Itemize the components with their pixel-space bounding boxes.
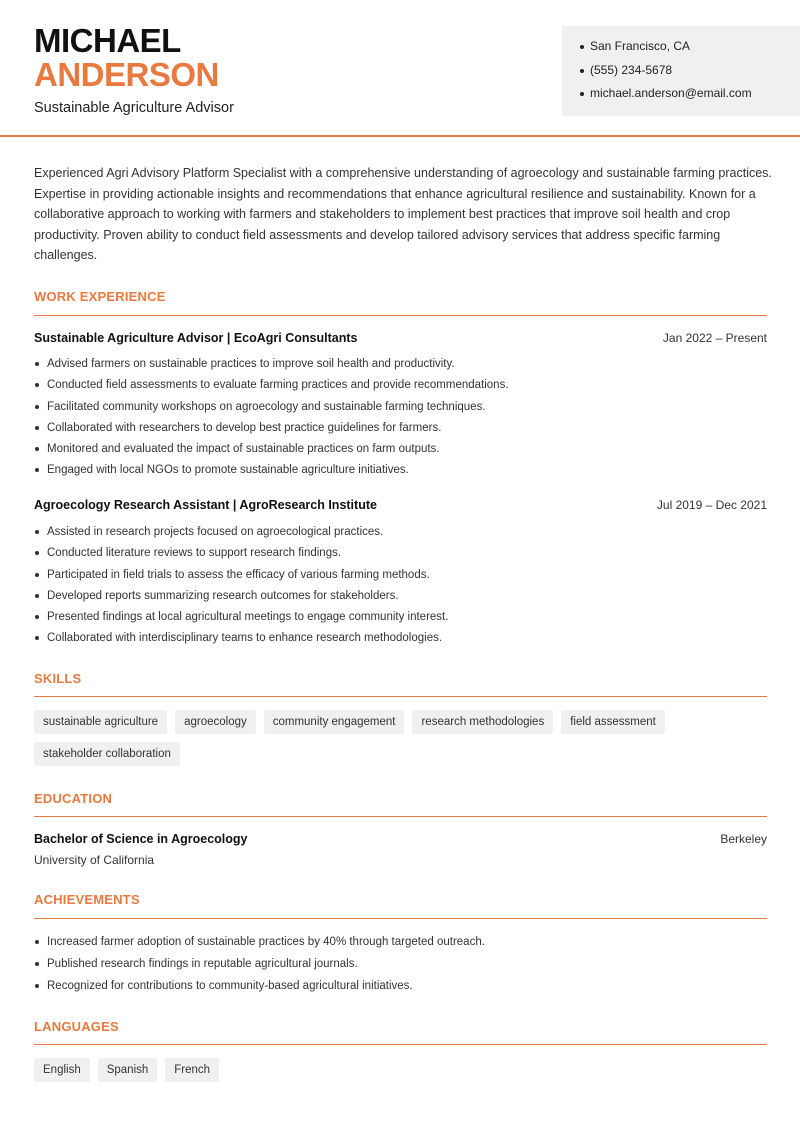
list-item: Collaborated with interdisciplinary teams to enhance research methodologies. bbox=[34, 630, 448, 651]
section-title-work: WORK EXPERIENCE bbox=[34, 289, 166, 304]
job-role: Sustainable Agriculture Advisor bbox=[34, 100, 234, 116]
skill-tag: field assessment bbox=[561, 710, 665, 734]
list-item: Recognized for contributions to community-based agricultural initiatives. bbox=[34, 978, 485, 1000]
skill-tag: research methodologies bbox=[412, 710, 553, 734]
job-heading: Sustainable Agriculture Advisor | EcoAgri Consultants bbox=[34, 331, 358, 345]
education-location: Berkeley bbox=[720, 832, 767, 846]
last-name: ANDERSON bbox=[34, 56, 219, 93]
list-item: Conducted literature reviews to support research findings. bbox=[34, 545, 448, 566]
achievement-bullets bbox=[34, 934, 485, 1000]
job-bullets bbox=[34, 524, 448, 652]
list-item: Monitored and evaluated the impact of sustainable practices on farm outputs. bbox=[34, 441, 509, 462]
skill-tag: stakeholder collaboration bbox=[34, 742, 180, 766]
job-heading: Agroecology Research Assistant | AgroResearch Institute bbox=[34, 498, 377, 512]
skill-tag: agroecology bbox=[175, 710, 256, 734]
language-tags bbox=[34, 1058, 774, 1082]
resume-header bbox=[0, 0, 800, 137]
first-name: MICHAEL bbox=[34, 22, 181, 59]
education-school: University of California bbox=[34, 853, 155, 867]
language-tag: French bbox=[165, 1058, 219, 1082]
list-item: Engaged with local NGOs to promote sustainable agriculture initiatives. bbox=[34, 462, 509, 483]
list-item: Participated in field trials to assess the efficacy of various farming methods. bbox=[34, 567, 448, 588]
contact-phone: (555) 234-5678 bbox=[580, 62, 800, 86]
language-tag: Spanish bbox=[98, 1058, 158, 1082]
list-item: Conducted field assessments to evaluate farming practices and provide recommendations. bbox=[34, 377, 509, 398]
job-bullets bbox=[34, 356, 509, 484]
section-title-skills: SKILLS bbox=[34, 671, 82, 686]
list-item: Collaborated with researchers to develop best practice guidelines for farmers. bbox=[34, 420, 509, 441]
contact-box bbox=[562, 26, 800, 116]
section-divider bbox=[34, 918, 767, 919]
summary-paragraph: Experienced Agri Advisory Platform Specialist with a comprehensive understanding of agroecology and sustainable farming practices. Expertise in providing actionable insights and recommendations that enhance agricultural resilience and sustainability. Known for a collaborative approach to working with farmers and stakeholders to implement best practices that improve soil health and crop productivity. Proven ability to conduct field assessments and develop tailored advisory services that address specific farming challenges. bbox=[34, 166, 772, 263]
list-item: Published research findings in reputable agricultural journals. bbox=[34, 956, 485, 978]
section-divider bbox=[34, 1044, 767, 1045]
list-item: Advised farmers on sustainable practices to improve soil health and productivity. bbox=[34, 356, 509, 377]
job-dates: Jan 2022 – Present bbox=[662, 331, 767, 345]
skill-tag: community engagement bbox=[264, 710, 405, 734]
language-tag: English bbox=[34, 1058, 90, 1082]
section-divider bbox=[34, 696, 767, 697]
contact-location: San Francisco, CA bbox=[580, 38, 800, 62]
list-item: Presented findings at local agricultural meetings to engage community interest. bbox=[34, 609, 448, 630]
education-degree: Bachelor of Science in Agroecology bbox=[34, 832, 248, 846]
section-title-education: EDUCATION bbox=[34, 791, 113, 806]
contact-email: michael.anderson@email.com bbox=[580, 85, 800, 109]
section-title-languages: LANGUAGES bbox=[34, 1019, 119, 1034]
list-item: Increased farmer adoption of sustainable practices by 40% through targeted outreach. bbox=[34, 934, 485, 956]
list-item: Assisted in research projects focused on agroecological practices. bbox=[34, 524, 448, 545]
job-dates: Jul 2019 – Dec 2021 bbox=[656, 498, 767, 512]
section-divider bbox=[34, 315, 767, 316]
list-item: Facilitated community workshops on agroecology and sustainable farming techniques. bbox=[34, 399, 509, 420]
section-divider bbox=[34, 816, 767, 817]
skills-tags bbox=[34, 710, 774, 766]
list-item: Developed reports summarizing research outcomes for stakeholders. bbox=[34, 588, 448, 609]
section-title-achievements: ACHIEVEMENTS bbox=[34, 892, 140, 907]
skill-tag: sustainable agriculture bbox=[34, 710, 167, 734]
